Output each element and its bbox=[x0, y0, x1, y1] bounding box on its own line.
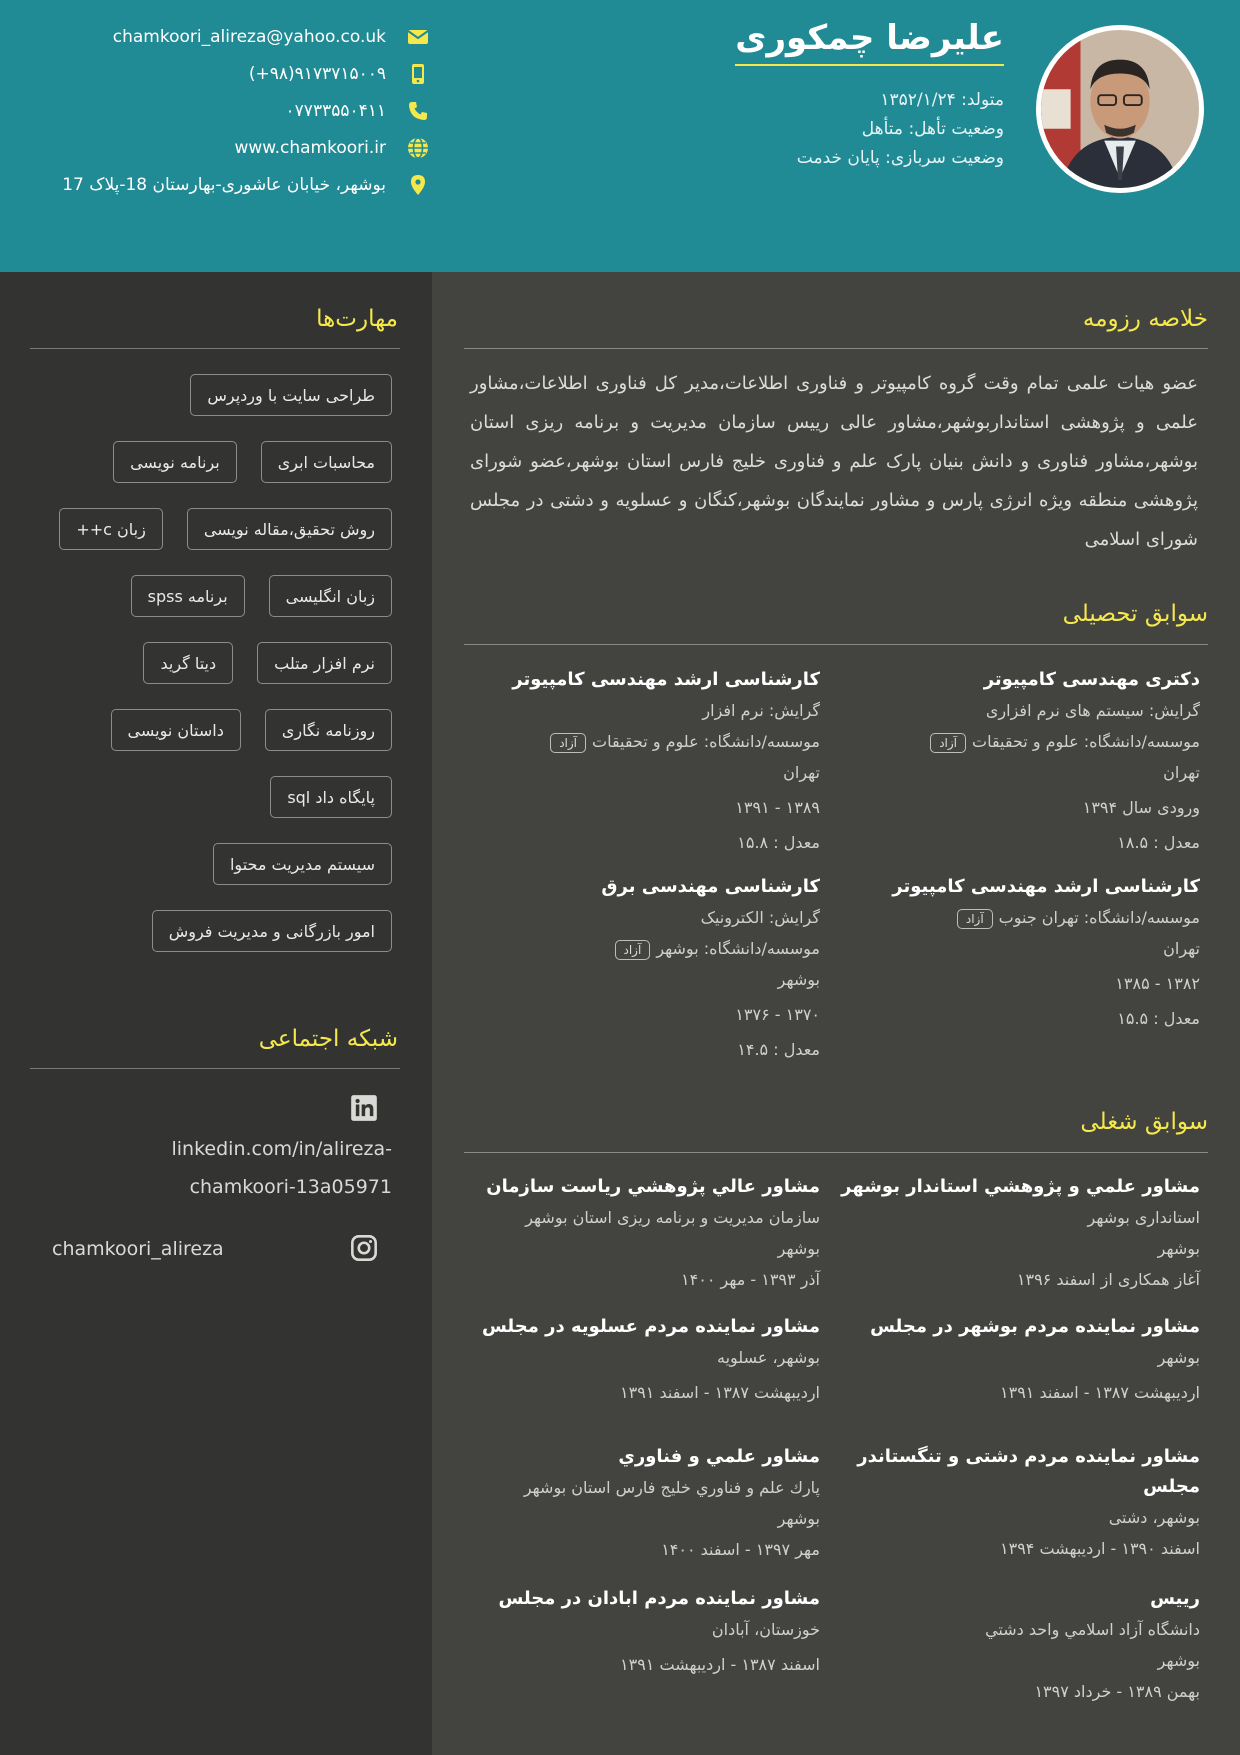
job-city: بوشهر bbox=[777, 1509, 820, 1528]
mobile-phone-icon bbox=[394, 62, 430, 86]
contact-phone bbox=[62, 92, 430, 129]
job-city: بوشهر bbox=[777, 1239, 820, 1258]
phone-text[interactable]: ۰۷۷۳۳۵۵۰۴۱۱ bbox=[285, 100, 386, 121]
degree-gpa: معدل : ۱۵.۵ bbox=[1117, 1009, 1200, 1028]
job-item bbox=[470, 1172, 820, 1295]
job-title: مشاور نماینده مردم دشتی و تنگستاندر bbox=[857, 1446, 1200, 1467]
degree-institution bbox=[850, 902, 1200, 933]
job-date: آذر ۱۳۹۳ - مهر ۱۴۰۰ bbox=[681, 1270, 820, 1289]
education-item bbox=[470, 665, 820, 858]
linkedin-url-line2[interactable]: chamkoori-13a05971 bbox=[189, 1176, 392, 1198]
degree-institution bbox=[470, 726, 820, 757]
job-item bbox=[470, 1442, 820, 1565]
job-title: مشاور علمي و پژوهشي استاندار بوشهر bbox=[841, 1176, 1200, 1197]
birth-date: متولد: ۱۳۵۲/۱/۲۴ bbox=[880, 90, 1004, 110]
job-date: اسفند ۱۳۸۷ - اردیبهشت ۱۳۹۱ bbox=[620, 1655, 820, 1674]
degree-city: تهران bbox=[1163, 939, 1200, 958]
skill-tag: زبان c++ bbox=[59, 508, 163, 550]
skill-tag: داستان نویسی bbox=[111, 709, 241, 751]
personal-info bbox=[797, 86, 1004, 173]
skill-tag: دیتا گرید bbox=[143, 642, 233, 684]
jobs-title: سوابق شغلی bbox=[1080, 1109, 1208, 1135]
sidebar bbox=[0, 272, 432, 1755]
degree-date: ۱۳۸۲ - ۱۳۸۵ bbox=[1115, 974, 1200, 993]
degree-city: تهران bbox=[1163, 763, 1200, 782]
skill-tag: پایگاه داد sql bbox=[270, 776, 392, 818]
institution-type-badge: آزاد bbox=[615, 940, 651, 960]
institution-name: موسسه/دانشگاه: علوم و تحقیقات bbox=[972, 732, 1200, 751]
job-date: اردیبهشت ۱۳۸۷ - اسفند ۱۳۹۱ bbox=[1000, 1383, 1200, 1402]
degree-title: دکتری مهندسی کامپیوتر bbox=[983, 669, 1200, 690]
skill-tag: برنامه spss bbox=[131, 575, 245, 617]
contact-address bbox=[62, 166, 430, 203]
contact-mobile bbox=[62, 55, 430, 92]
skill-tag: امور بازرگانی و مدیریت فروش bbox=[152, 910, 392, 952]
job-organization: پارك علم و فناوري خليج فارس استان بوشهر bbox=[523, 1478, 820, 1497]
job-title: مشاور علمي و فناوري bbox=[618, 1446, 820, 1467]
degree-city: بوشهر bbox=[777, 970, 820, 989]
degree-gpa: معدل : ۱۸.۵ bbox=[1117, 833, 1200, 852]
header bbox=[0, 0, 1240, 272]
job-city: بوشهر، دشتی bbox=[1108, 1508, 1200, 1527]
job-item bbox=[850, 1584, 1200, 1707]
job-city: بوشهر bbox=[1157, 1651, 1200, 1670]
education-title: سوابق تحصیلی bbox=[1062, 601, 1208, 627]
skills-row bbox=[113, 441, 392, 483]
job-item bbox=[850, 1312, 1200, 1408]
job-date: مهر ۱۳۹۷ - اسفند ۱۴۰۰ bbox=[661, 1540, 820, 1559]
website-text[interactable]: www.chamkoori.ir bbox=[234, 137, 386, 158]
degree-date: ورودی سال ۱۳۹۴ bbox=[1082, 798, 1200, 817]
degree-major: گرایش: نرم افزار bbox=[702, 701, 820, 720]
skills-row bbox=[111, 709, 392, 751]
job-title: مشاور عالي پژوهشي رياست سازمان bbox=[486, 1176, 820, 1197]
job-date: بهمن ۱۳۸۹ - خرداد ۱۳۹۷ bbox=[1034, 1682, 1200, 1701]
degree-major: گرایش: الکترونیک bbox=[700, 908, 820, 927]
job-city: بوشهر bbox=[1157, 1348, 1200, 1367]
degree-institution bbox=[470, 933, 820, 964]
globe-icon bbox=[394, 136, 430, 160]
linkedin-icon[interactable] bbox=[350, 1094, 378, 1122]
degree-title: کارشناسی ارشد مهندسی کامپیوتر bbox=[892, 876, 1200, 897]
degree-institution bbox=[850, 726, 1200, 757]
phone-icon bbox=[394, 99, 430, 123]
education-divider bbox=[464, 644, 1208, 645]
skills-divider bbox=[30, 348, 400, 349]
skill-tag: سیستم مدیریت محتوا bbox=[213, 843, 392, 885]
skill-tag: زبان انگلیسی bbox=[269, 575, 392, 617]
education-item bbox=[850, 872, 1200, 1034]
institution-type-badge: آزاد bbox=[930, 733, 966, 753]
skills-row bbox=[152, 910, 392, 952]
job-organization: دانشگاه آزاد اسلامي واحد دشتي bbox=[985, 1620, 1200, 1639]
contact-list bbox=[62, 18, 430, 203]
job-item bbox=[841, 1172, 1200, 1295]
skills-title: مهارت‌ها bbox=[316, 306, 398, 332]
military-status: وضعیت سربازی: پایان خدمت bbox=[796, 148, 1004, 168]
mobile-text[interactable]: (+۹۸)۹۱۷۳۷۱۵۰۰۹ bbox=[248, 63, 386, 84]
skill-tag: روزنامه نگاری bbox=[265, 709, 392, 751]
full-name: علیرضا چمکوری bbox=[735, 18, 1004, 66]
skill-tag: محاسبات ابری bbox=[261, 441, 392, 483]
email-text[interactable]: chamkoori_alireza@yahoo.co.uk bbox=[112, 26, 386, 47]
job-date: اسفند ۱۳۹۰ - اردیبهشت ۱۳۹۴ bbox=[1000, 1539, 1200, 1558]
institution-type-badge: آزاد bbox=[957, 909, 993, 929]
summary-divider bbox=[464, 348, 1208, 349]
job-title: مشاور نماینده مردم عسلویه در مجلس bbox=[481, 1316, 820, 1337]
institution-type-badge: آزاد bbox=[550, 733, 586, 753]
job-city: خوزستان، آبادان bbox=[711, 1620, 820, 1639]
skills-row bbox=[131, 575, 392, 617]
contact-website bbox=[62, 129, 430, 166]
skills-row bbox=[213, 843, 392, 885]
job-item bbox=[470, 1312, 820, 1408]
job-title-line2: مجلس bbox=[1143, 1476, 1200, 1497]
institution-name: موسسه/دانشگاه: بوشهر bbox=[656, 939, 820, 958]
degree-gpa: معدل : ۱۴.۵ bbox=[737, 1040, 820, 1059]
job-item bbox=[470, 1584, 820, 1680]
job-title: مشاور نماینده مردم بوشهر در مجلس bbox=[870, 1316, 1200, 1337]
envelope-icon bbox=[394, 25, 430, 49]
skills-row bbox=[190, 374, 392, 416]
summary-text: عضو هیات علمی تمام وقت گروه کامپیوتر و فناوری اطلاعات،مدیر کل فناوری اطلاعات،مشاور علمی و پژوهشی استانداربوشهر،مشاور عالی رییس سازمان مدیریت و برنامه ریزی استان بوشهر،مشاور فناوری و دانش بنیان پارک علم و فناوری خلیج فارس استان بوشهر،عضو شورای پژوهشی منطقه ویژه انرژی پارس و مشاور نمایندگان بوشهر،کنگان و عسلویه و دشتی در مجلس شورای اسلامی bbox=[470, 373, 1198, 550]
social-title: شبکه اجتماعی bbox=[258, 1026, 398, 1052]
address-text: بوشهر، خیابان عاشوری-بهارستان 18-پلاک 17 bbox=[62, 174, 386, 195]
contact-email bbox=[62, 18, 430, 55]
skill-tag: طراحی سایت با وردپرس bbox=[190, 374, 392, 416]
degree-title: کارشناسی مهندسی برق bbox=[601, 876, 820, 897]
job-date: آغاز همکاری از اسفند ۱۳۹۶ bbox=[1016, 1270, 1200, 1289]
job-date: اردیبهشت ۱۳۸۷ - اسفند ۱۳۹۱ bbox=[620, 1383, 820, 1402]
skills-row bbox=[270, 776, 392, 818]
profile-photo bbox=[1036, 25, 1204, 193]
job-city: بوشهر bbox=[1157, 1239, 1200, 1258]
skill-tag: نرم افزار متلب bbox=[257, 642, 392, 684]
job-organization: سازمان مدیریت و برنامه ریزی استان بوشهر bbox=[525, 1208, 820, 1227]
education-item bbox=[470, 872, 820, 1065]
job-city: بوشهر، عسلویه bbox=[717, 1348, 820, 1367]
skills-row bbox=[143, 642, 392, 684]
instagram-icon[interactable] bbox=[350, 1234, 378, 1262]
marital-status: وضعیت تأهل: متأهل bbox=[861, 119, 1004, 139]
education-item bbox=[850, 665, 1200, 858]
degree-date: ۱۳۷۰ - ۱۳۷۶ bbox=[735, 1005, 820, 1024]
job-title: رییس bbox=[1150, 1588, 1200, 1609]
skill-tag: روش تحقیق،مقاله نویسی bbox=[187, 508, 392, 550]
degree-date: ۱۳۸۹ - ۱۳۹۱ bbox=[735, 798, 820, 817]
degree-gpa: معدل : ۱۵.۸ bbox=[737, 833, 820, 852]
jobs-divider bbox=[464, 1152, 1208, 1153]
job-organization: استانداری بوشهر bbox=[1087, 1208, 1200, 1227]
job-title: مشاور نماینده مردم ابادان در مجلس bbox=[498, 1588, 820, 1609]
linkedin-url-line1[interactable]: linkedin.com/in/alireza- bbox=[171, 1138, 392, 1160]
summary-title: خلاصه رزومه bbox=[1082, 306, 1208, 332]
skill-tag: برنامه نویسی bbox=[113, 441, 237, 483]
degree-major: گرایش: سیستم های نرم افزاری bbox=[985, 701, 1200, 720]
skills-row bbox=[59, 508, 392, 550]
institution-name: موسسه/دانشگاه: علوم و تحقیقات bbox=[592, 732, 820, 751]
degree-title: کارشناسی ارشد مهندسی کامپیوتر bbox=[512, 669, 820, 690]
social-divider bbox=[30, 1068, 400, 1069]
degree-city: تهران bbox=[783, 763, 820, 782]
instagram-handle[interactable]: chamkoori_alireza bbox=[52, 1238, 224, 1260]
institution-name: موسسه/دانشگاه: تهران جنوب bbox=[998, 908, 1200, 927]
job-item bbox=[850, 1442, 1200, 1564]
map-pin-icon bbox=[394, 173, 430, 197]
